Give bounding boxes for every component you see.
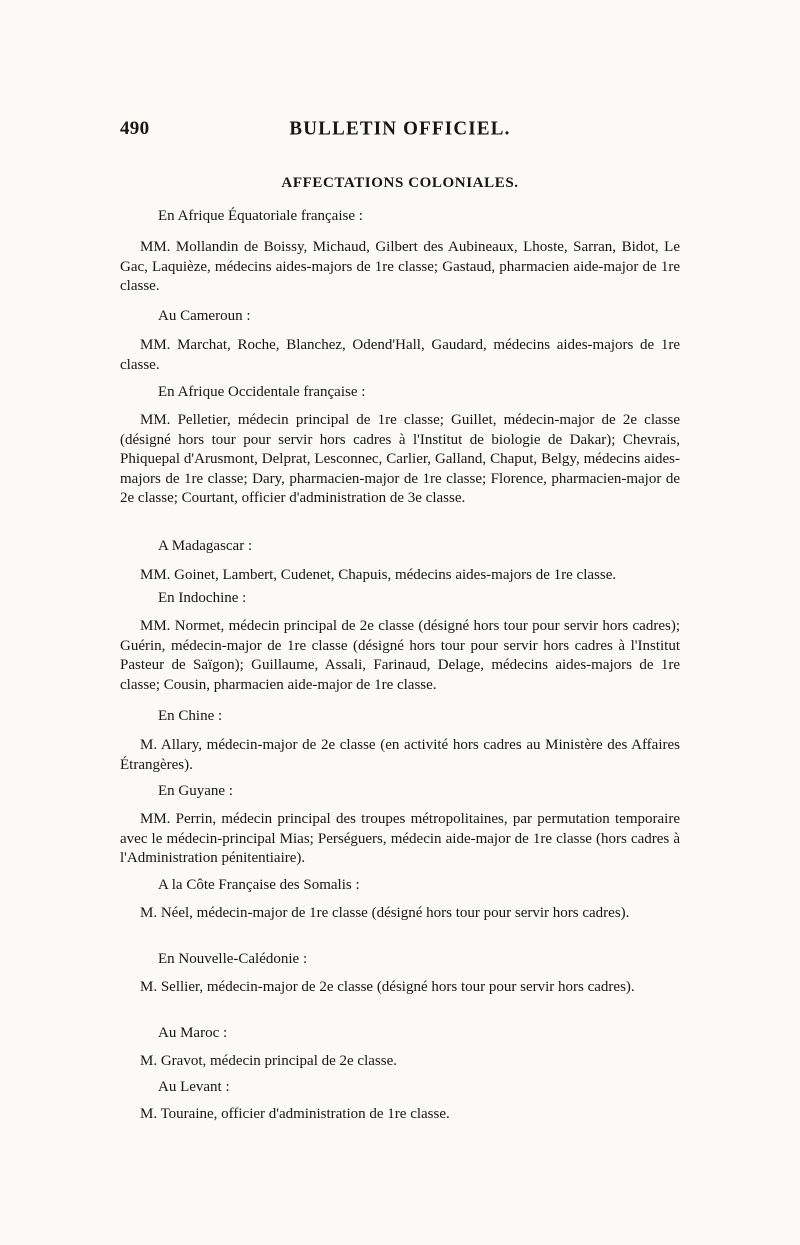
entry-text: M. Sellier, médecin-major de 2e classe (désigné hors tour pour servir hors cadres). bbox=[140, 979, 635, 995]
entry-text: M. Néel, médecin-major de 1re classe (désigné hors tour pour servir hors cadres). bbox=[140, 905, 630, 921]
entry-heading: En Guyane : bbox=[158, 783, 233, 799]
section-title: AFFECTATIONS COLONIALES. bbox=[281, 175, 519, 191]
entry-heading: En Afrique Occidentale française : bbox=[158, 384, 366, 400]
entry-text: M. Touraine, officier d'administration de 1re classe. bbox=[140, 1106, 450, 1122]
entry-text: MM. Normet, médecin principal de 2e classe (désigné hors tour pour servir hors cadres); Guérin, médecin-major de 1re classe (désigné hors tour pour servir hors cadres à l'Institut Pasteur de Saïgon); Guillaume, Assali, Farinaud, Delage, médecins aides-majors de 1re classe; Cousin, pharmacien aide-major de 1re classe. bbox=[120, 618, 680, 693]
entry-heading: En Chine : bbox=[158, 708, 223, 724]
entry-text: MM. Goinet, Lambert, Cudenet, Chapuis, médecins aides-majors de 1re classe. bbox=[140, 567, 617, 583]
entry-text: MM. Marchat, Roche, Blanchez, Odend'Hall, Gaudard, médecins aides-majors de 1re classe. bbox=[120, 337, 680, 373]
entry-text: MM. Mollandin de Boissy, Michaud, Gilbert des Aubineaux, Lhoste, Sarran, Bidot, Le Gac, Laquièze, médecins aides-majors de 1re classe; Gastaud, pharmacien aide-major de 1re classe. bbox=[120, 239, 680, 294]
entry-heading: En Indochine : bbox=[158, 590, 247, 606]
entry-heading: Au Levant : bbox=[158, 1079, 230, 1095]
entry-text: MM. Pelletier, médecin principal de 1re classe; Guillet, médecin-major de 2e classe (désigné hors tour pour servir hors cadres à l'Institut de biologie de Dakar); Chevrais, Phiquepal d'Arusmont, Delprat, Lesconnec, Carlier, Galland, Chaput, Belgy, médecins aides-majors de 1re classe; Dary, pharmacien-major de 1re classe; Florence, pharmacien-major de 2e classe; Courtant, officier d'administration de 3e classe. bbox=[120, 412, 680, 506]
entry-text: M. Gravot, médecin principal de 2e classe. bbox=[140, 1053, 397, 1069]
entry-heading: Au Maroc : bbox=[158, 1025, 228, 1041]
page-number: 490 bbox=[120, 118, 150, 139]
running-title: BULLETIN OFFICIEL. bbox=[289, 117, 511, 140]
entry-heading: Au Cameroun : bbox=[158, 308, 251, 324]
entry-heading: A la Côte Française des Somalis : bbox=[158, 877, 360, 893]
entry-heading: En Afrique Équatoriale française : bbox=[158, 208, 363, 224]
entry-heading: En Nouvelle-Calédonie : bbox=[158, 951, 308, 967]
page-header bbox=[120, 118, 680, 140]
entry-text: MM. Perrin, médecin principal des troupes métropolitaines, par permutation temporaire avec le médecin-principal Mias; Perséguers, médecin aide-major de 1re classe (hors cadres à l'Administration pénitentiaire). bbox=[120, 811, 680, 866]
entry-heading: A Madagascar : bbox=[158, 538, 253, 554]
entry-text: M. Allary, médecin-major de 2e classe (en activité hors cadres au Ministère des Affaires Étrangères). bbox=[120, 737, 680, 773]
